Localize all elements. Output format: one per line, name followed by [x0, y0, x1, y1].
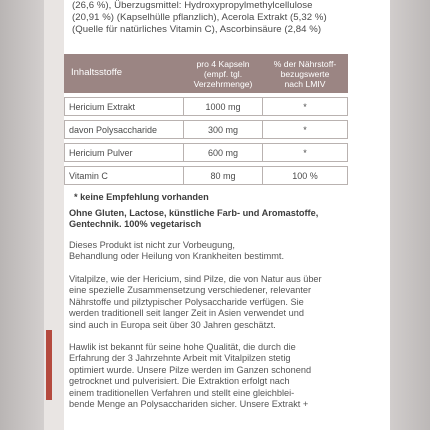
header-line: Verzehrmenge)	[193, 79, 253, 89]
ingredients-text	[64, 0, 356, 36]
text-line: Erfahrung der 3 Jahrzehnte Arbeit mit Vitalpilzen stetig	[69, 353, 291, 364]
ingredients-line: (20,91 %) (Kapselhülle pflanzlich), Acerola Extrakt (5,32 %)	[72, 12, 327, 23]
header-line: pro 4 Kapseln	[196, 59, 250, 69]
header-line: % der Nährstoff-	[273, 59, 337, 69]
product-label	[64, 0, 390, 430]
text-line: Behandlung oder Heilung von Krankheiten bestimmt.	[69, 251, 285, 262]
table-row	[65, 98, 348, 116]
table-row	[65, 144, 348, 162]
row-name: davon Polysaccharide	[65, 121, 184, 139]
ingredients-line: (26,6 %), Überzugsmittel: Hydroxypropylmethylcellulose	[72, 0, 313, 11]
allergen-line: Gentechnik. 100% vegetarisch	[69, 219, 202, 230]
disclaimer-paragraph	[69, 240, 359, 263]
background-right	[390, 0, 430, 430]
header-ingredients: Inhaltsstoffe	[65, 55, 184, 93]
text-line: Hawlik ist bekannt für seine hohe Qualität, die durch die	[69, 342, 296, 352]
text-line: Dieses Produkt ist nicht zur Vorbeugung,	[69, 240, 235, 250]
text-line: werden traditionell seit langer Zeit in Asien verwendet und	[69, 308, 304, 319]
table-row	[65, 121, 348, 139]
text-line: einem traditionellen Verfahren und stellt eine gleichblei-	[69, 387, 295, 398]
text-line: sind auch in Europa seit über 30 Jahren geschätzt.	[69, 319, 276, 330]
table-row	[65, 167, 348, 185]
text-line: bende Menge an Polysacchariden sicher. Unsere Extrakt +	[69, 399, 309, 410]
header-nrv-percent	[263, 55, 348, 93]
quality-paragraph	[69, 342, 359, 410]
text-line: Nährstoffe und pilztypischer Polysaccharide verfügen. Sie	[69, 296, 304, 307]
row-amount: 600 mg	[184, 144, 263, 162]
red-accent-strip	[46, 330, 52, 400]
row-amount: 80 mg	[184, 167, 263, 185]
ingredients-line: (Quelle für natürliches Vitamin C), Ascorbinsäure (2,84 %)	[72, 24, 322, 35]
row-amount: 1000 mg	[184, 98, 263, 116]
text-line: optimiert wurde. Unsere Pilze werden im Ganzen schonend	[69, 364, 312, 375]
row-percent: 100 %	[263, 167, 348, 185]
row-percent: *	[263, 121, 348, 139]
header-per-4-capsules	[184, 55, 263, 93]
text-line: Vitalpilze, wie der Hericium, sind Pilze, die von Natur aus über	[69, 274, 322, 284]
header-line: (empf. tgl.	[203, 69, 243, 79]
allergen-statement	[69, 208, 359, 231]
header-line: bezugswerte	[280, 69, 330, 79]
row-amount: 300 mg	[184, 121, 263, 139]
row-percent: *	[263, 98, 348, 116]
row-name: Vitamin C	[65, 167, 184, 185]
allergen-line: Ohne Gluten, Lactose, künstliche Farb- und Aromastoffe,	[69, 208, 319, 218]
nutrition-table	[64, 54, 348, 185]
row-name: Hericium Pulver	[65, 144, 184, 162]
text-line: eine spezielle Zusammensetzung verschiedener, relevanter	[69, 285, 312, 296]
nutrition-table-header	[65, 55, 348, 93]
background-left	[0, 0, 44, 430]
row-percent: *	[263, 144, 348, 162]
text-line: getrocknet und pulverisiert. Die Extraktion erfolgt nach	[69, 376, 290, 387]
description-paragraph	[69, 274, 359, 331]
row-name: Hericium Extrakt	[65, 98, 184, 116]
header-line: nach LMIV	[284, 79, 326, 89]
footnote: * keine Empfehlung vorhanden	[74, 192, 209, 202]
